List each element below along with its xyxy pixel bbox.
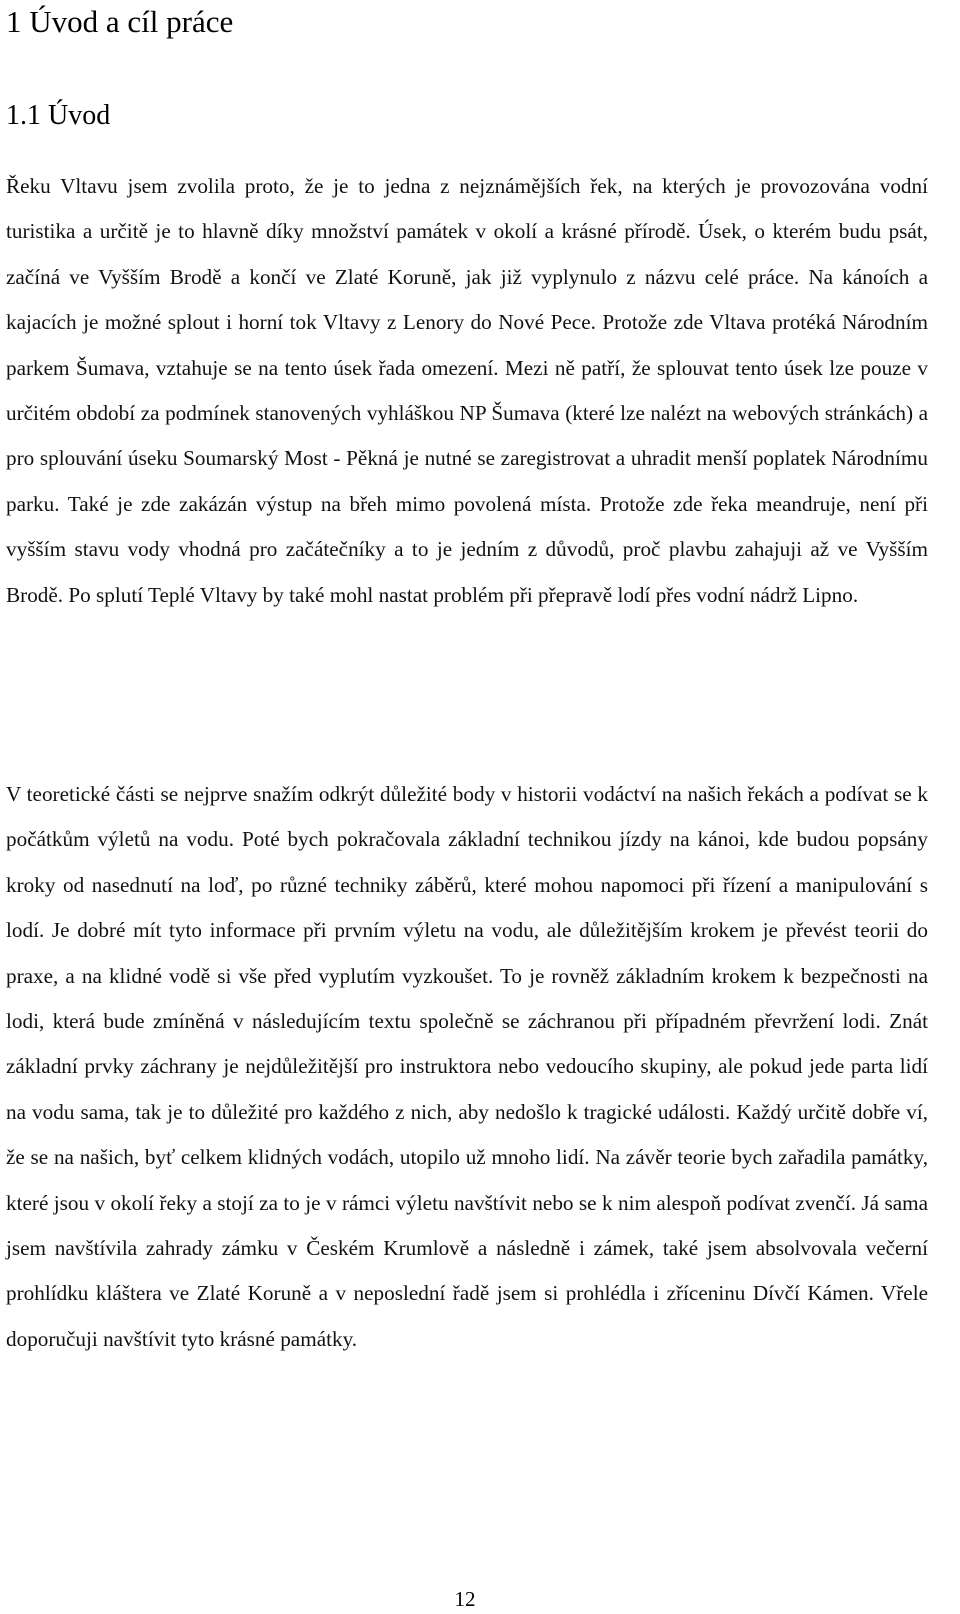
body-paragraph-2: V teoretické části se nejprve snažím odkrýt důležité body v historii vodáctví na našich řekách a podívat se k počátkům výletů na vodu. Poté bych pokračovala základní technikou jízdy na kánoi, kde budou popsány kroky od nasednutí na loď, po různé techniky záběrů, které mohou napomoci při řízení a manipulování s lodí. Je dobré mít tyto informace při prvním výletu na vodu, ale důležitějším krokem je převést teorii do praxe, a na klidné vodě si vše před vyplutím vyzkoušet. To je rovněž základním krokem k bezpečnosti na lodi, která bude zmíněná v následujícím textu společně se záchranou při případném převržení lodi. Znát základní prvky záchrany je nejdůležitější pro instruktora nebo vedoucího skupiny, ale pokud jede parta lidí na vodu sama, tak je to důležité pro každého z nich, aby nedošlo k tragické události. Každý určitě dobře ví, že se na našich, byť celkem klidných vodách, utopilo už mnoho lidí. Na závěr teorie bych zařadila památky, které jsou v okolí řeky a stojí za to je v rámci výletu navštívit nebo se k nim alespoň podívat zvenčí. Já sama jsem navštívila zahrady zámku v Českém Krumlově a následně i zámek, také jsem absolvovala večerní prohlídku kláštera ve Zlaté Koruně a v neposlední řadě jsem si prohlédla i zříceninu Dívčí Kámen. Vřele doporučuji navštívit tyto krásné památky. bbox=[6, 782, 928, 1351]
chapter-heading: 1 Úvod a cíl práce bbox=[6, 4, 234, 39]
page-number: 12 bbox=[454, 1587, 476, 1611]
section-heading: 1.1 Úvod bbox=[6, 100, 111, 131]
body-paragraph-1: Řeku Vltavu jsem zvolila proto, že je to jedna z nejznámějších řek, na kterých je provozována vodní turistika a určitě je to hlavně díky množství památek v okolí a krásné přírodě. Úsek, o kterém budu psát, začíná ve Vyšším Brodě a končí ve Zlaté Koruně, jak již vyplynulo z názvu celé práce. Na kánoích a kajacích je možné splout i horní tok Vltavy z Lenory do Nové Pece. Protože zde Vltava protéká Národním parkem Šumava, vztahuje se na tento úsek řada omezení. Mezi ně patří, že splouvat tento úsek lze pouze v určitém období za podmínek stanovených vyhláškou NP Šumava (které lze nalézt na webových stránkách) a pro splouvání úseku Soumarský Most - Pěkná je nutné se zaregistrovat a uhradit menší poplatek Národnímu parku. Také je zde zakázán výstup na břeh mimo povolená místa. Protože zde řeka meandruje, není při vyšším stavu vody vhodná pro začátečníky a to je jedním z důvodů, proč plavbu zahajuji až ve Vyšším Brodě. Po splutí Teplé Vltavy by také mohl nastat problém při přepravě lodí přes vodní nádrž Lipno. bbox=[6, 174, 928, 607]
